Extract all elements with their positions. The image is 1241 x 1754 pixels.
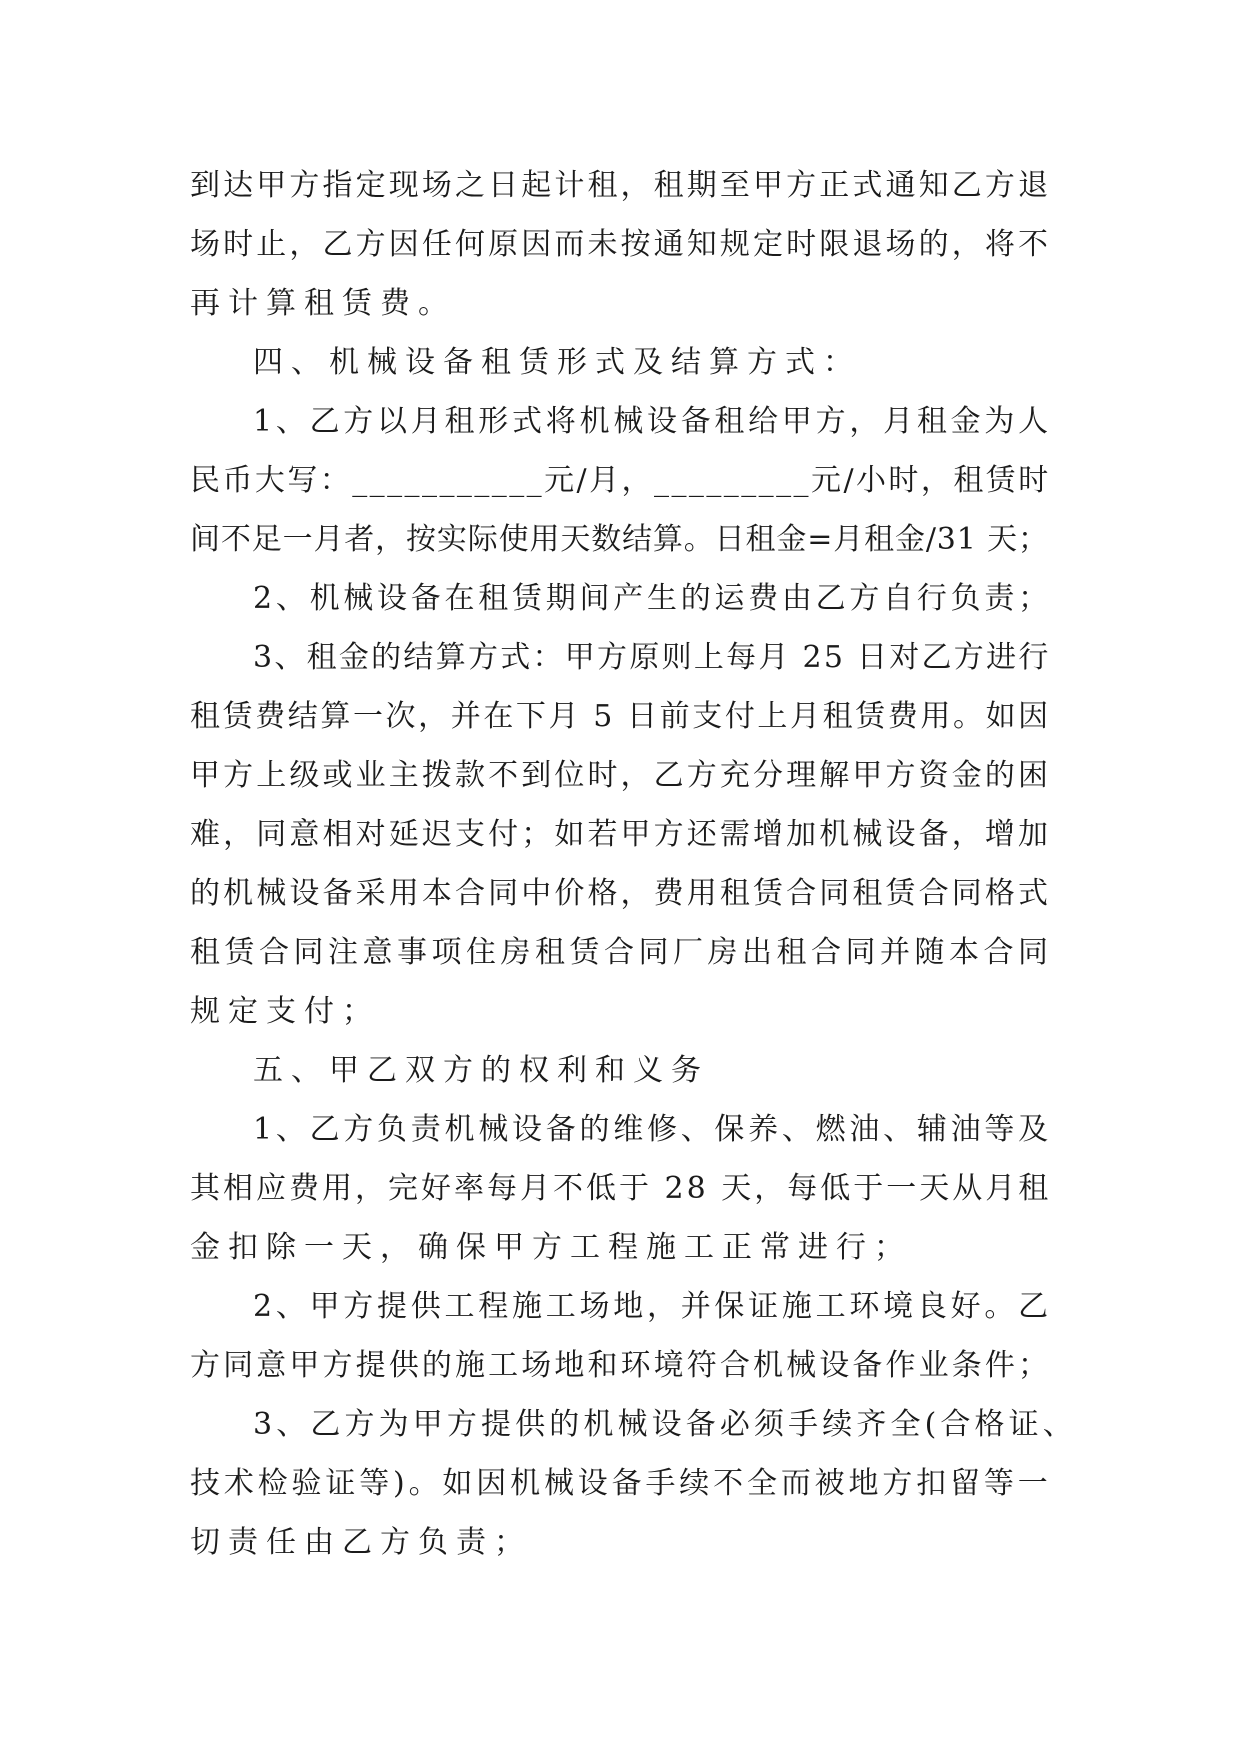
text-line: 3、租金的结算方式：甲方原则上每月 25 日对乙方进行	[253, 640, 1051, 675]
text-line: 3、乙方为甲方提供的机械设备必须手续齐全(合格证、	[253, 1407, 1077, 1442]
text-line: 难，同意相对延迟支付；如若甲方还需增加机械设备，增加	[190, 817, 1052, 852]
text-line: 技术检验证等)。如因机械设备手续不全而被地方扣留等一	[190, 1466, 1052, 1501]
text-line: 租赁合同注意事项住房租赁合同厂房出租合同并随本合同	[190, 935, 1053, 970]
section-heading: 五、甲乙双方的权利和义务	[253, 1053, 709, 1088]
text-line: 民币大写：___________元/月，_________元/小时，租赁时	[190, 463, 1051, 498]
text-line: 2、甲方提供工程施工场地，并保证施工环境良好。乙	[253, 1289, 1052, 1324]
section-heading: 四、机械设备租赁形式及结算方式：	[253, 345, 861, 380]
text-line: 场时止，乙方因任何原因而未按通知规定时限退场的，将不	[190, 227, 1052, 262]
text-line: 1、乙方以月租形式将机械设备租给甲方，月租金为人	[253, 404, 1052, 439]
text-line: 再计算租赁费。	[190, 286, 456, 321]
text-line: 到达甲方指定现场之日起计租，租期至甲方正式通知乙方退	[190, 168, 1052, 203]
text-line: 甲方上级或业主拨款不到位时，乙方充分理解甲方资金的困	[190, 758, 1052, 793]
text-line: 间不足一月者，按实际使用天数结算。日租金=月租金/31 天；	[190, 522, 1049, 557]
text-line: 的机械设备采用本合同中价格，费用租赁合同租赁合同格式	[190, 876, 1052, 911]
text-line: 2、机械设备在租赁期间产生的运费由乙方自行负责；	[253, 581, 1052, 616]
text-line: 方同意甲方提供的施工场地和环境符合机械设备作业条件；	[190, 1348, 1052, 1383]
text-line: 租赁费结算一次，并在下月 5 日前支付上月租赁费用。如因	[190, 699, 1051, 734]
text-line: 1、乙方负责机械设备的维修、保养、燃油、辅油等及	[253, 1112, 1052, 1147]
text-line: 其相应费用，完好率每月不低于 28 天，每低于一天从月租	[190, 1171, 1052, 1206]
text-line: 规定支付；	[190, 994, 380, 1029]
text-line: 切责任由乙方负责；	[190, 1525, 532, 1560]
text-line: 金扣除一天，确保甲方工程施工正常进行；	[190, 1230, 912, 1265]
